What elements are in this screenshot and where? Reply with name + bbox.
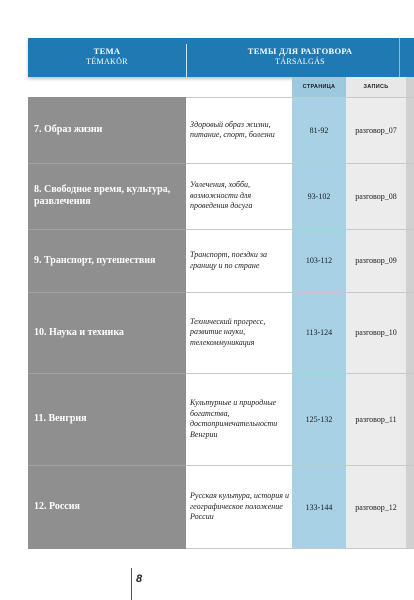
column-header-page: СТРАНИЦА xyxy=(292,77,346,97)
footer-divider xyxy=(131,568,132,600)
header-topics-subtitle: TÁRSALGÁS xyxy=(275,57,325,66)
row-theme: 7. Образ жизни xyxy=(34,124,103,135)
row-theme: 9. Транспорт, путешествия xyxy=(34,254,156,266)
row-description: Транспорт, поездки за границу и по стране xyxy=(190,250,268,270)
column-header-record: ЗАПИСЬ xyxy=(346,77,406,97)
header-theme xyxy=(28,38,186,77)
row-theme: 8. Свободное время, культура, развлечения xyxy=(34,184,171,207)
table-header xyxy=(28,38,414,77)
row-theme: 12. Россия xyxy=(34,501,80,512)
row-pages: 133-144 xyxy=(305,502,333,512)
row-theme: 10. Наука и техника xyxy=(34,326,124,338)
page-number: 8 xyxy=(136,573,143,585)
header-topics xyxy=(186,38,414,77)
header-theme-title: ТЕМА xyxy=(93,46,121,56)
row-pages: 81-92 xyxy=(309,125,329,135)
row-description: Здоровый образ жизни, питание, спорт, болезни xyxy=(190,119,275,139)
row-pages: 93-102 xyxy=(307,191,331,201)
row-record: разговор_08 xyxy=(355,191,397,201)
row-record: разговор_12 xyxy=(355,502,397,512)
row-description: Культурные и природные богатства, достопримечательности Венгрии xyxy=(190,398,278,439)
row-record: разговор_11 xyxy=(355,414,397,424)
header-theme-subtitle: TÉMAKÖR xyxy=(86,57,128,66)
row-pages: 125-132 xyxy=(305,414,333,424)
row-record: разговор_09 xyxy=(355,256,397,265)
table-row xyxy=(0,373,414,465)
row-record: разговор_10 xyxy=(355,328,397,337)
row-description: Русская культура, история и географическое положение России xyxy=(190,491,289,522)
header-edge-divider xyxy=(399,38,400,77)
row-description: Увлечения, хобби, возможности для проведения досуга xyxy=(190,180,253,211)
row-pages: 103-112 xyxy=(305,256,333,265)
row-pages: 113-124 xyxy=(305,328,333,337)
row-theme: 11. Венгрия xyxy=(34,413,87,424)
table-row xyxy=(0,292,414,373)
header-topics-title: ТЕМЫ ДЛЯ РАЗГОВОРА xyxy=(247,46,353,56)
row-description: Технический прогресс, развитие науки, телекоммуникация xyxy=(190,316,266,347)
row-record: разговор_07 xyxy=(355,125,397,135)
table-row xyxy=(0,229,414,292)
table-row xyxy=(0,465,414,549)
table-row xyxy=(0,97,414,163)
table-row xyxy=(0,163,414,229)
